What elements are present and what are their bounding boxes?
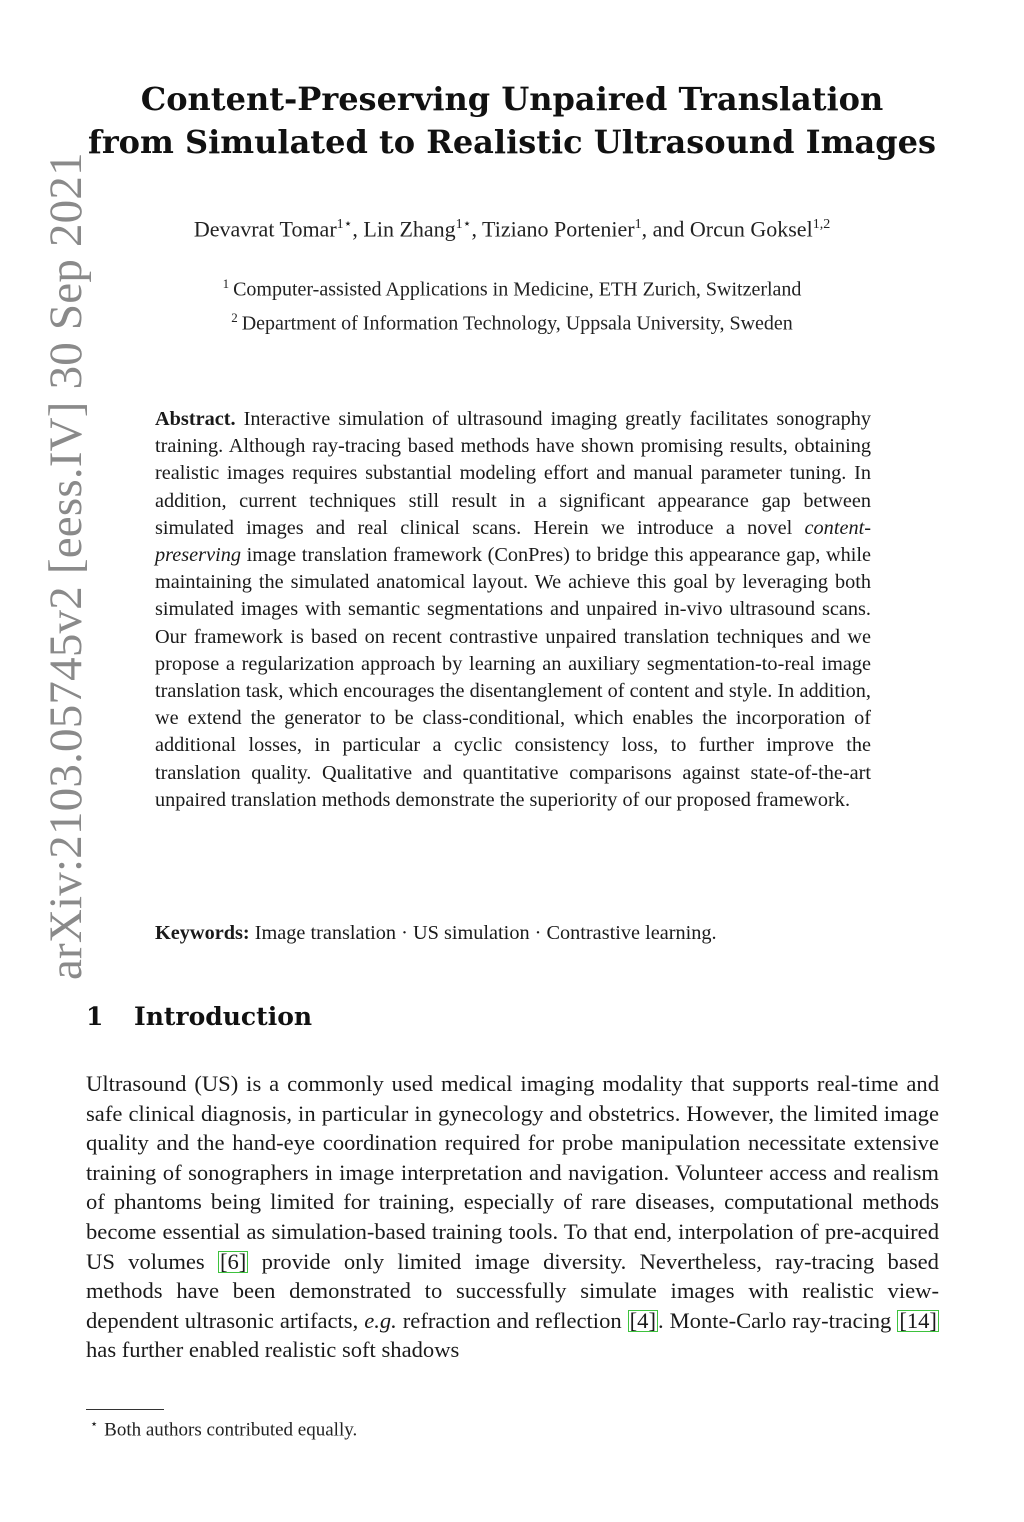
keywords <box>155 922 871 945</box>
author-affil-mark: 1 <box>634 217 642 232</box>
author-list: Devavrat Tomar$^{1⋆}$, Lin Zhang$^{1⋆}$, Tiziano Portenier$^1$, and Orcun Goksel$^{1,2}$ <box>193 216 831 242</box>
citation-link[interactable]: [4] <box>629 1307 656 1333</box>
footnote-text: Both authors contributed equally. <box>104 1419 358 1441</box>
keywords-label: Keywords: <box>155 922 250 944</box>
title-line-1: Content-Preserving Unpaired Translation <box>140 80 884 118</box>
author-name: Orcun Goksel <box>689 216 813 242</box>
abstract-emphasis: content-preserving <box>155 516 871 567</box>
section-heading <box>86 1002 946 1031</box>
section-title: Introduction <box>134 1002 313 1031</box>
arxiv-identifier: arXiv:2103.05745v2 [eess.IV] 30 Sep 2021 <box>40 152 92 980</box>
abstract-text: Interactive simulation of ultrasound imaging greatly facilitates sonography training. Although ray-tracing based methods have shown promising results, obtaining realistic images requires substantial modeling effort and manual parameter tuning. In addition, current techniques still result in a significant appearance gap between simulated images and real clinical scans. Herein we introduce a novel <box>155 408 871 539</box>
footnote <box>90 1416 890 1441</box>
section-number: 1 <box>86 1002 104 1031</box>
author-name: Tiziano Portenier <box>482 216 635 242</box>
paper-title <box>80 78 944 164</box>
affiliations <box>80 270 944 337</box>
citation-link[interactable]: [6] <box>219 1248 247 1274</box>
citation-link[interactable]: [14] <box>899 1307 937 1333</box>
author-affil-mark: 1⋆ <box>336 217 353 232</box>
footnote-rule <box>86 1409 164 1410</box>
author-affil-mark: 1⋆ <box>455 217 472 232</box>
introduction-paragraph: Ultrasound (US) is a commonly used medical imaging modality that supports real-time and safe clinical diagnosis, in particular in gynecology and obstetrics. However, the limited image quality and the hand-eye coordination required for probe manipulation necessitate extensive training of sonographers in image interpretation and navigation. Volunteer access and realism of phantoms being limited for training, especially of rare diseases, computational methods become essential as simulation-based training tools. To that end, interpolation of pre-acquired US volumes [6] provide only limited image diversity. Nevertheless, ray-tracing based methods have been demonstrated to successfully simulate images with realistic view-dependent ultrasonic artifacts, e.g. refraction and reflection [4]. Monte-Carlo ray-tracing [14] has further enabled realistic soft shadows <box>86 1071 939 1363</box>
abstract-label: Abstract. <box>155 408 236 430</box>
author-name: Devavrat Tomar <box>193 216 337 242</box>
affiliation-line: $^2$ Department of Information Technology, Uppsala University, Sweden <box>231 309 793 335</box>
footnote-mark: ⋆ <box>90 1416 99 1431</box>
author-name: Lin Zhang <box>363 216 456 242</box>
affiliation-line: $^1$ Computer-assisted Applications in Medicine, ETH Zurich, Switzerland <box>222 276 802 301</box>
abstract-text: image translation framework (ConPres) to bridge this appearance gap, while maintaining the simulated anatomical layout. We achieve this goal by leveraging both simulated images with semantic segmentations and unpaired in-vivo ultrasound scans. Our framework is based on recent contrastive unpaired translation techniques and we propose a regularization approach by learning an auxiliary segmentation-to-real image translation task, which encourages the disentanglement of content and style. In addition, we extend the generator to be class-conditional, which enables the incorporation of additional losses, in particular a cyclic consistency loss, to further improve the translation quality. Qualitative and quantitative comparisons against state-of-the-art unpaired translation methods demonstrate the superiority of our proposed framework. <box>155 544 872 811</box>
title-line-2: from Simulated to Realistic Ultrasound Images <box>88 123 936 161</box>
keywords-text: Image translation · US simulation · Contrastive learning. <box>254 922 717 944</box>
author-affil-mark: 1,2 <box>812 217 831 232</box>
abstract <box>155 406 871 814</box>
